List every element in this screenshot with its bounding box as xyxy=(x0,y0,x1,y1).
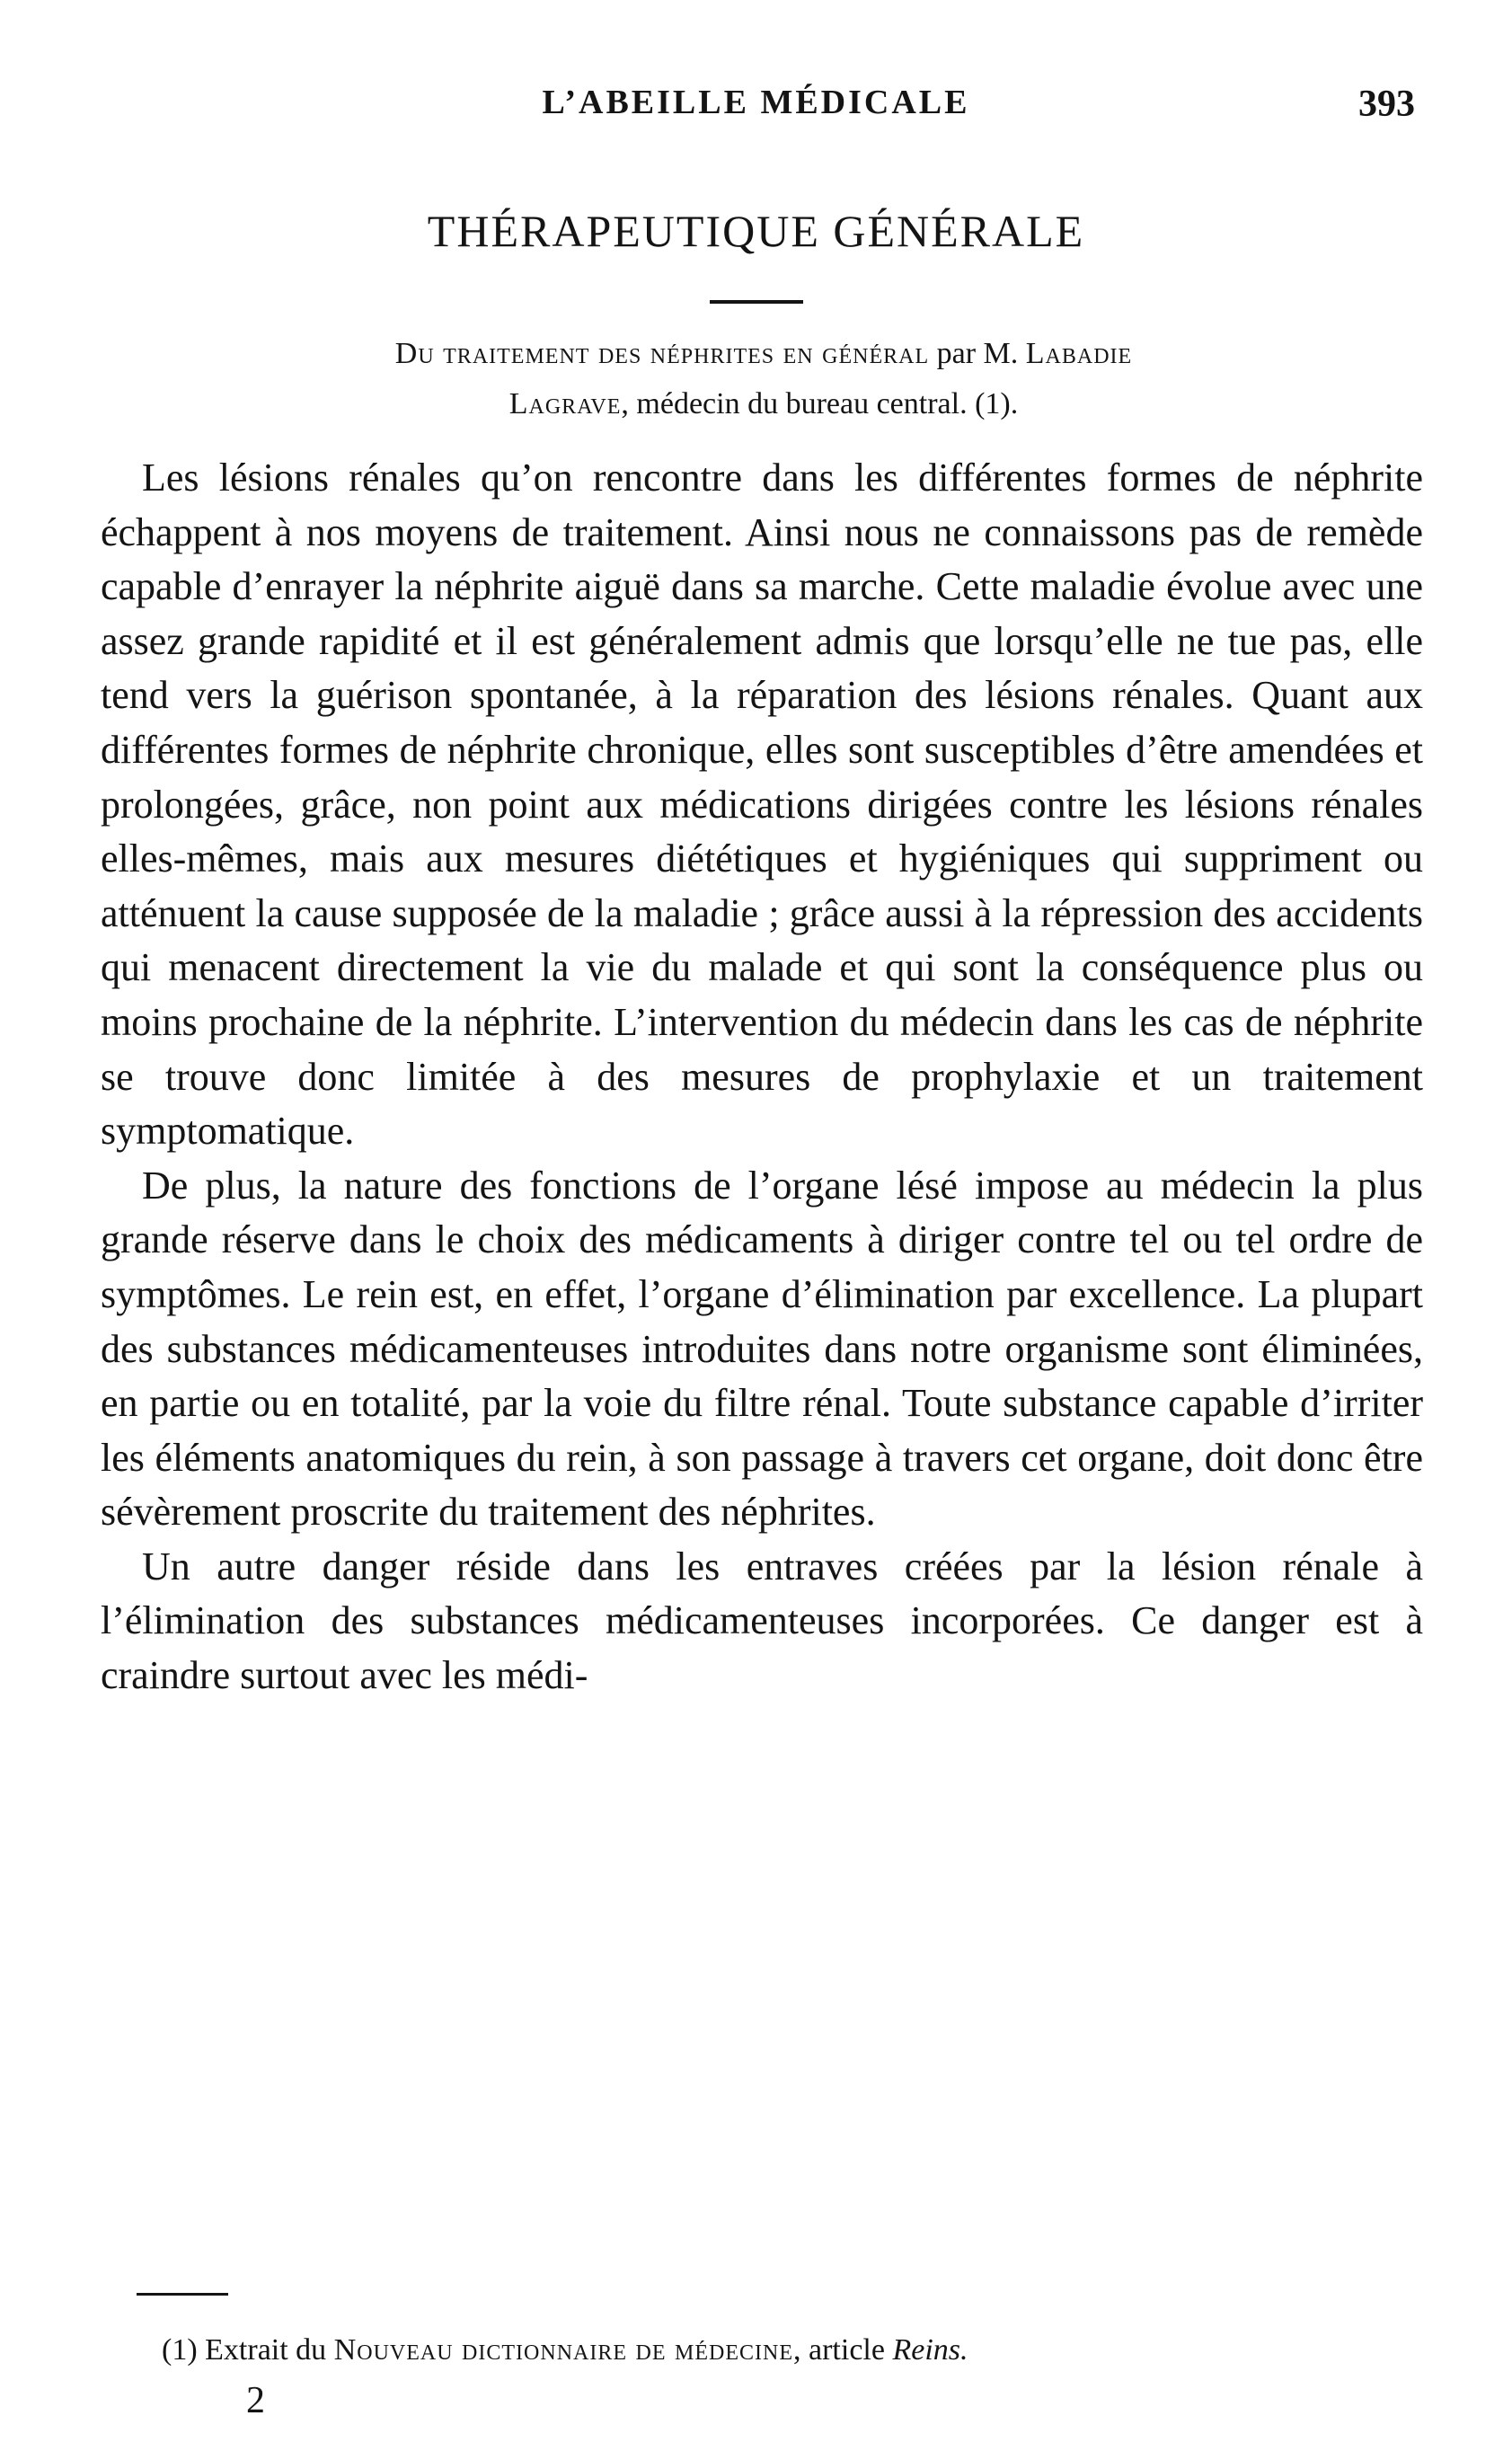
footnote-rule xyxy=(137,2293,228,2296)
subtitle-topic: Du traitement des néphrites en général xyxy=(394,337,930,370)
subtitle-by: par M. xyxy=(929,337,1026,370)
running-head xyxy=(0,83,1512,137)
section-title: THÉRAPEUTIQUE GÉNÉRALE xyxy=(427,206,1085,256)
paragraph-2: De plus, la nature des fonctions de l’organe lésé impose au médecin la plus grande réserve dans le choix des médicaments à diriger contre tel ou tel ordre de symptômes. Le rein est, en effet, l’organe d’élimination par excellence. La plupart des substances médicamenteuses introduites dans notre organisme sont éliminées, en partie ou en totalité, par la voie du filtre rénal. Toute substance capable d’irriter les éléments anatomiques du rein, à son passage à travers cet organe, doit donc être sévèrement proscrite du traitement des néphrites. xyxy=(101,1163,1423,1535)
article-subtitle xyxy=(135,329,1393,429)
author-name-first: Labadie xyxy=(1025,337,1133,370)
running-title: L’ABEILLE MÉDICALE xyxy=(542,84,970,121)
signature-mark: 2 xyxy=(246,2380,265,2421)
author-affiliation: , médecin du bureau central. (1). xyxy=(621,387,1019,420)
footnote-article: Reins. xyxy=(892,2333,968,2367)
footnote-text-before: Extrait du xyxy=(197,2333,334,2367)
title-rule xyxy=(710,300,803,304)
footnote-marker: (1) xyxy=(162,2333,198,2367)
author-name-second: Lagrave xyxy=(508,387,622,420)
footnote-text-after: , article xyxy=(793,2333,893,2367)
paragraph-3: Un autre danger réside dans les entraves créées par la lésion rénale à l’élimination des substances médicamenteuses incorporées. Ce danger est à craindre surtout avec les médi- xyxy=(101,1544,1423,1698)
footnote-source: Nouveau dictionnaire de médecine xyxy=(333,2333,794,2367)
paragraph-1: Les lésions rénales qu’on rencontre dans les différentes formes de néphrite échappent à nos moyens de traitement. Ainsi nous ne connaissons pas de remède capable d’enrayer la néphrite aiguë dans sa marche. Cette maladie évolue avec une assez grande rapidité et il est généralement admis que lorsqu’elle ne tue pas, elle tend vers la guérison spontanée, à la réparation des lésions rénales. Quant aux différentes formes de néphrite chronique, elles sont susceptibles d’être amendées et prolongées, grâce, non point aux médications dirigées contre les lésions rénales elles-mêmes, mais aux mesures diététiques et hygiéniques qui suppriment ou atténuent la cause supposée de la maladie ; grâce aussi à la répression des accidents qui menacent directement la vie du malade et qui sont la conséquence plus ou moins prochaine de la néphrite. L’intervention du médecin dans les cas de néphrite se trouve donc limitée à des mesures de prophylaxie et un traitement symptomatique. xyxy=(101,456,1423,1154)
body-text xyxy=(101,451,1423,1703)
page-number: 393 xyxy=(1358,84,1415,125)
footnote xyxy=(162,2331,1366,2370)
